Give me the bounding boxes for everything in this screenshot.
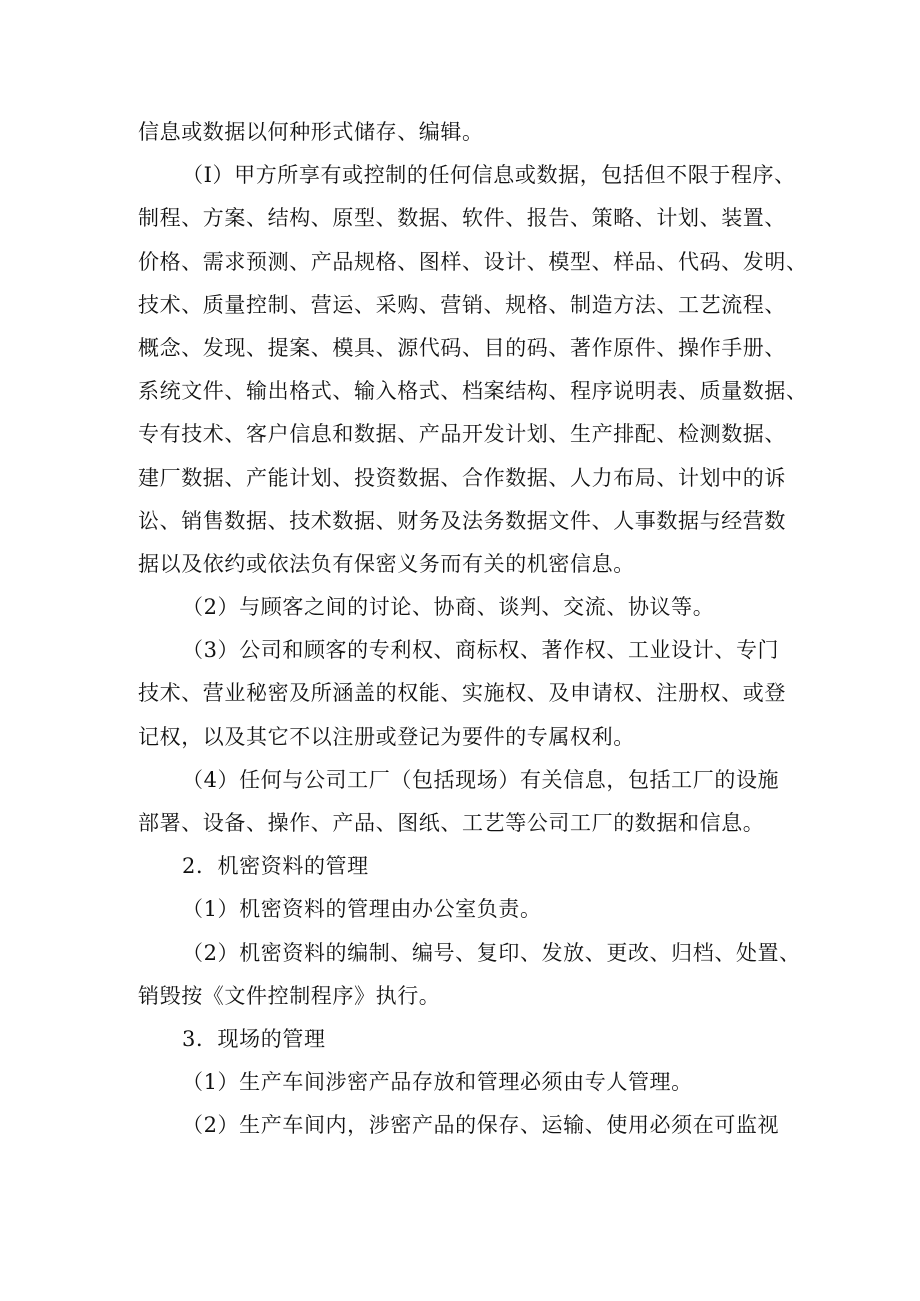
paragraph-line: （2）生产车间内，涉密产品的保存、运输、使用必须在可监视: [182, 1113, 780, 1138]
paragraph-line: 部署、设备、操作、产品、图纸、工艺等公司工厂的数据和信息。: [138, 811, 765, 835]
document-body: [138, 111, 808, 1148]
paragraph-line: 概念、发现、提案、模具、源代码、目的码、著作原件、操作手册、: [138, 335, 786, 360]
section-heading: 2．机密资料的管理: [182, 854, 369, 879]
paragraph-line: （2）与顾客之间的讨论、协商、谈判、交流、协议等。: [182, 595, 715, 620]
paragraph-line: 制程、方案、结构、原型、数据、软件、报告、策略、计划、装置、: [138, 206, 786, 231]
paragraph-line: 价格、需求预测、产品规格、图样、设计、模型、样品、代码、发明、: [138, 249, 808, 274]
paragraph-line: （1）机密资料的管理由办公室负责。: [182, 897, 542, 922]
paragraph-line: 专有技术、客户信息和数据、产品开发计划、生产排配、检测数据、: [138, 422, 786, 447]
paragraph-line: 技术、质量控制、营运、采购、营销、规格、制造方法、工艺流程、: [138, 292, 786, 317]
paragraph-line: 销毁按《文件控制程序》执行。: [138, 983, 441, 1008]
paragraph-line: （I）甲方所享有或控制的任何信息或数据，包括但不限于程序、: [182, 163, 796, 188]
paragraph-line: 建厂数据、产能计划、投资数据、合作数据、人力布局、计划中的诉: [138, 465, 786, 490]
paragraph-line: 系统文件、输出格式、输入格式、档案结构、程序说明表、质量数据、: [138, 379, 808, 404]
section-heading: 3．现场的管理: [182, 1026, 326, 1051]
paragraph-line: （1）生产车间涉密产品存放和管理必须由专人管理。: [182, 1070, 693, 1095]
paragraph-line: （4）任何与公司工厂（包括现场）有关信息，包括工厂的设施: [182, 767, 780, 792]
paragraph-line: 技术、营业秘密及所涵盖的权能、实施权、及申请权、注册权、或登: [138, 681, 786, 706]
paragraph-line: （2）机密资料的编制、编号、复印、发放、更改、归档、处置、: [182, 940, 801, 965]
paragraph-line: （3）公司和顾客的专利权、商标权、著作权、工业设计、专门: [182, 638, 780, 663]
paragraph-line: 记权，以及其它不以注册或登记为要件的专属权利。: [138, 724, 635, 749]
paragraph-line: 信息或数据以何种形式储存、编辑。: [138, 120, 484, 144]
paragraph-line: 据以及依约或依法负有保密义务而有关的机密信息。: [138, 551, 635, 576]
paragraph-line: 讼、销售数据、技术数据、财务及法务数据文件、人事数据与经营数: [138, 508, 786, 533]
